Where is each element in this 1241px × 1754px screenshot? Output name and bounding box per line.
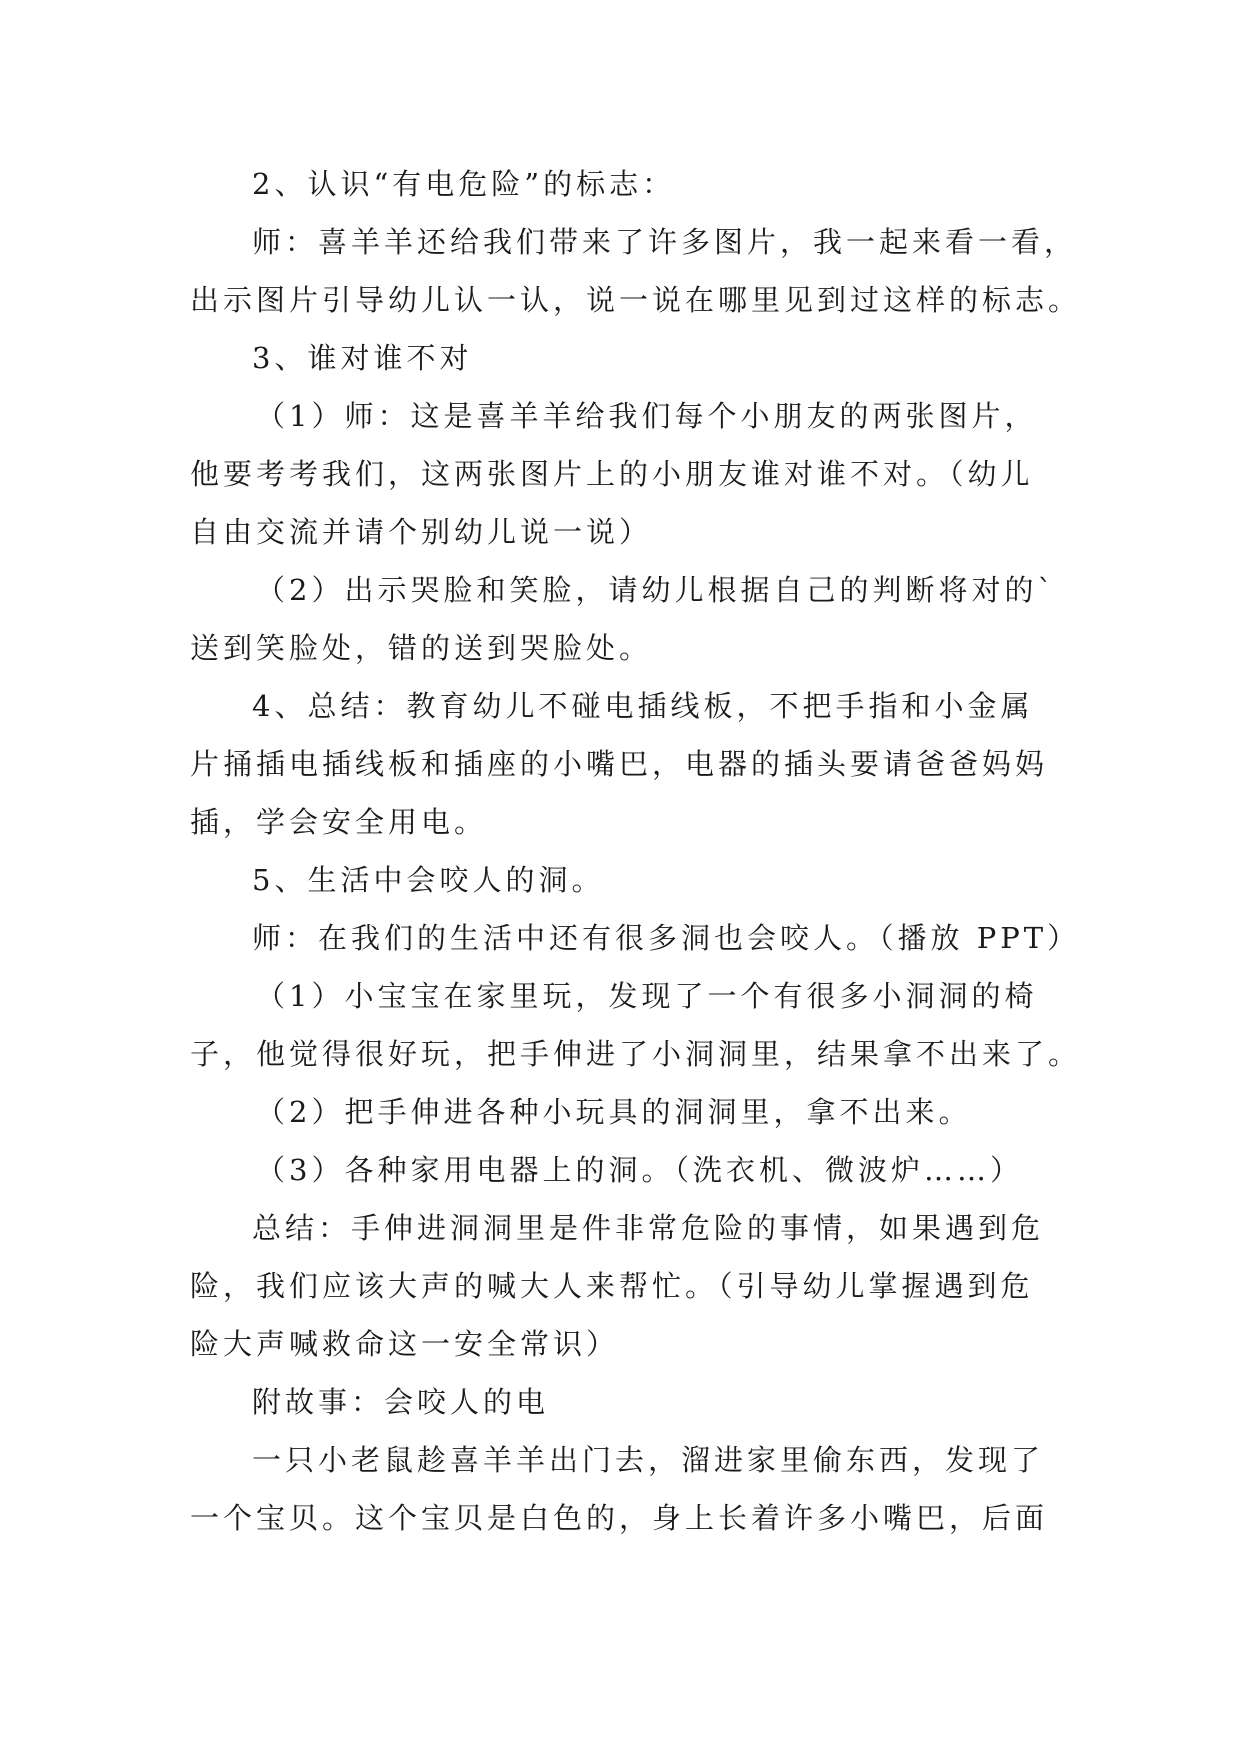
paragraph-line: 片捅插电插线板和插座的小嘴巴，电器的插头要请爸爸妈妈 <box>190 747 1049 781</box>
paragraph-line: 一个宝贝。这个宝贝是白色的，身上长着许多小嘴巴，后面 <box>190 1501 1049 1535</box>
paragraph-line: （3）各种家用电器上的洞。（洗衣机、微波炉……） <box>256 1153 1023 1187</box>
heading-appended-story: 附故事：会咬人的电 <box>252 1385 550 1419</box>
paragraph-line: 自由交流并请个别幼儿说一说） <box>190 515 653 549</box>
paragraph-line: 出示图片引导幼儿认一认，说一说在哪里见到过这样的标志。 <box>190 283 1082 317</box>
paragraph-line: （1）师：这是喜羊羊给我们每个小朋友的两张图片， <box>256 399 1038 433</box>
paragraph-line: 一只小老鼠趁喜羊羊出门去，溜进家里偷东西，发现了 <box>252 1443 1045 1477</box>
paragraph-line: 师：喜羊羊还给我们带来了许多图片，我一起来看一看， <box>252 225 1078 259</box>
paragraph-line: 送到笑脸处，错的送到哭脸处。 <box>190 631 653 665</box>
paragraph-line: （2）把手伸进各种小玩具的洞洞里，拿不出来。 <box>256 1095 972 1129</box>
paragraph-line: 他要考考我们，这两张图片上的小朋友谁对谁不对。（幼儿 <box>190 457 1034 491</box>
heading-recognize-danger-sign: 2、认识“有电危险”的标志： <box>252 167 676 201</box>
heading-summary: 4、总结：教育幼儿不碰电插线板，不把手指和小金属 <box>252 689 1034 723</box>
paragraph-line: 插，学会安全用电。 <box>190 805 488 839</box>
paragraph-line: 师：在我们的生活中还有很多洞也会咬人。（播放 PPT） <box>252 921 1081 955</box>
heading-biting-holes: 5、生活中会咬人的洞。 <box>252 863 605 897</box>
paragraph-line: 险，我们应该大声的喊大人来帮忙。（引导幼儿掌握遇到危 <box>190 1269 1034 1303</box>
paragraph-line: （2）出示哭脸和笑脸，请幼儿根据自己的判断将对的` <box>256 573 1056 607</box>
paragraph-line: （1）小宝宝在家里玩，发现了一个有很多小洞洞的椅 <box>256 979 1038 1013</box>
paragraph-line: 总结：手伸进洞洞里是件非常危险的事情，如果遇到危 <box>252 1211 1045 1245</box>
heading-who-is-right: 3、谁对谁不对 <box>252 341 473 375</box>
paragraph-line: 子，他觉得很好玩，把手伸进了小洞洞里，结果拿不出来了。 <box>190 1037 1082 1071</box>
paragraph-line: 险大声喊救命这一安全常识） <box>190 1327 620 1361</box>
